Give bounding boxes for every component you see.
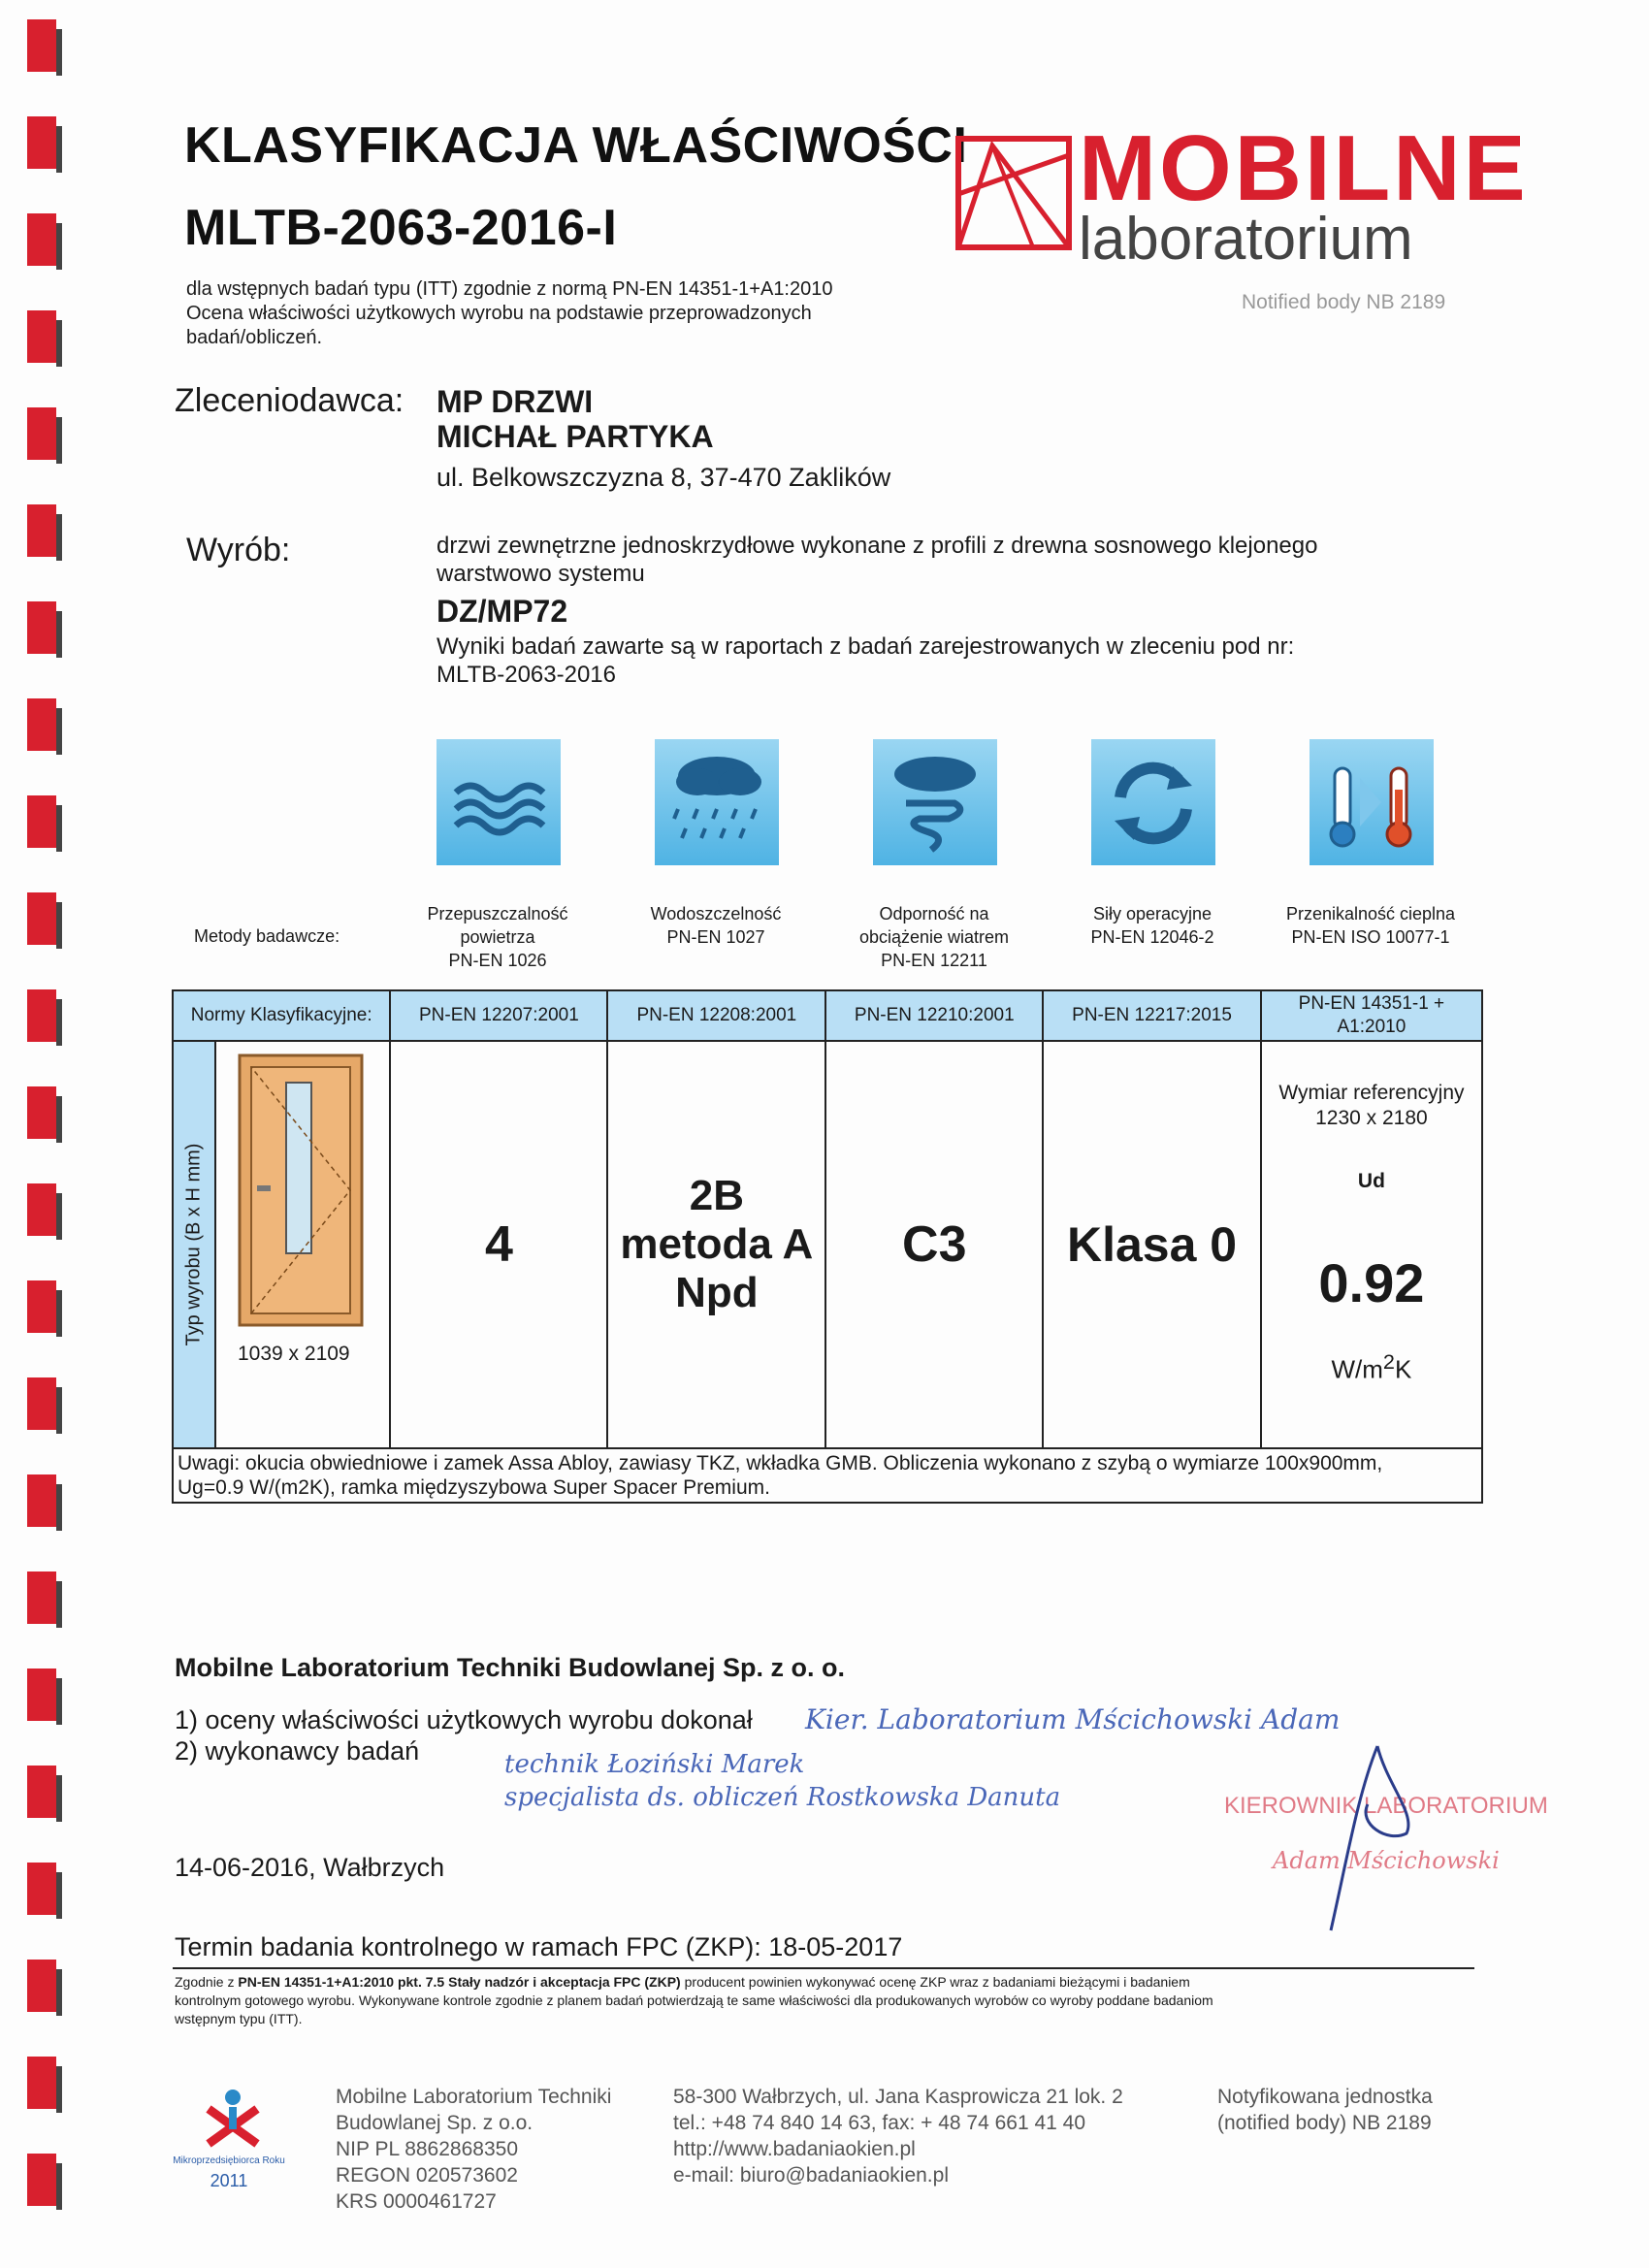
method-caption-line: PN-EN ISO 10077-1 [1291,927,1450,947]
method-caption [1046,902,1259,949]
results-row [173,1041,1482,1448]
client-address: ul. Belkowszczyzna 8, 37-470 Zaklików [436,463,891,492]
method-caption-line: Wodoszczelność [650,904,782,923]
fpc-note-pre: Zgodnie z [175,1974,239,1990]
method-caption [1264,902,1477,949]
door-drawing-icon [238,1053,364,1327]
norm-cell: PN-EN 12210:2001 [825,990,1043,1041]
method-caption-line: PN-EN 1026 [448,951,547,970]
binding-tab [27,1766,62,1831]
ud-unit [1262,1349,1481,1385]
product-description-2: warstwowo systemu [436,561,645,587]
classification-table [172,989,1483,1504]
door-drawing-area [216,1042,389,1447]
water-class-cell [607,1041,825,1448]
thermal-cell [1261,1041,1482,1448]
fpc-divider [173,1967,1474,1969]
thermometer-icon [1310,739,1434,865]
method-caption-line: PN-EN 1027 [666,927,765,947]
wind-class-value: C3 [902,1216,967,1273]
norms-label: Normy Klasyfikacyjne: [173,990,390,1041]
fpc-note-line-3: wstępnym typu (ITT). [175,2011,303,2026]
method-caption-line: PN-EN 12046-2 [1090,927,1214,947]
force-class-value: Klasa 0 [1066,1217,1238,1272]
binding-tab [27,989,62,1055]
logo-text-mobilne: MOBILNE [1079,116,1529,220]
door-type-cell [173,1041,390,1448]
client-name-2: MICHAŁ PARTYKA [436,419,714,454]
wind-class-cell [825,1041,1043,1448]
fpc-note-line-2: kontrolnym gotowego wyrobu. Wykonywane kontrole zgodnie z planem badań potwierdzają te same właściwości dla produkowanych wyrobów co wyroby poddane badaniom [175,1993,1213,2008]
norm-cell: PN-EN 12207:2001 [390,990,607,1041]
client-label: Zleceniodawca: [175,382,404,419]
footer-line: KRS 0000461727 [336,2190,497,2213]
method-caption [391,902,604,972]
binding-tab [27,1669,62,1734]
results-text-1: Wyniki badań zawarte są w raportach z badań zarejestrowanych w zleceniu pod nr: [436,633,1295,660]
norm-cell: PN-EN 12208:2001 [607,990,825,1041]
page-title: KLASYFIKACJA WŁAŚCIWOŚCI [184,117,968,174]
method-caption-line: Siły operacyjne [1092,904,1212,923]
norm-cell: PN-EN 12217:2015 [1043,990,1261,1041]
signature-specialist: specjalista ds. obliczeń Rostkowska Danuta [504,1783,1061,1812]
logo-text-laboratorium: laboratorium [1079,206,1413,273]
binding-tab [27,213,62,279]
signature-line-2: 2) wykonawcy badań [175,1736,420,1766]
method-caption [827,902,1041,972]
award-logo-icon [199,2086,267,2154]
fpc-note-bold: PN-EN 14351-1+A1:2010 pkt. 7.5 Stały nadzór i akceptacja FPC (ZKP) [238,1974,681,1990]
award-caption: Mikroprzedsiębiorca Roku [173,2155,285,2166]
methods-label: Metody badawcze: [194,926,340,946]
footer-notified [1217,2084,1433,2136]
force-class-cell [1043,1041,1261,1448]
footer-line: NIP PL 8862868350 [336,2138,518,2160]
ud-value: 0.92 [1318,1252,1425,1313]
binding-tab [27,795,62,861]
type-label-strip [174,1042,216,1447]
footer-line: 58-300 Wałbrzych, ul. Jana Kasprowicza 21 lok. 2 [673,2086,1123,2108]
stamp-name: Adam Mścichowski [1273,1847,1500,1874]
remarks-cell [173,1448,1482,1503]
type-label: Typ wyrobu (B x H mm) [182,1143,205,1346]
method-caption-line: Odporność na [879,904,989,923]
product-label: Wyrób: [186,532,291,568]
client-name-1: MP DRZWI [436,384,594,419]
binding-tab [27,1960,62,2025]
product-description-1: drzwi zewnętrzne jednoskrzydłowe wykonane z profili z drewna sosnowego klejonego [436,533,1318,559]
water-method: metoda A [620,1220,814,1268]
results-text-2: MLTB-2063-2016 [436,662,616,688]
reference-size: 1230 x 2180 [1315,1107,1428,1129]
binding-tab [27,19,62,85]
norm5-line-2: A1:2010 [1337,1017,1406,1037]
footer-line: Mobilne Laboratorium Techniki [336,2086,612,2108]
logo-mark-icon [955,136,1072,250]
binding-tab [27,1571,62,1637]
footer-line: REGON 020573602 [336,2164,518,2187]
fpc-note-rest: producent powinien wykonywać ocenę ZKP wraz z badaniami bieżącymi i badaniem [680,1974,1190,1990]
intro-text-2: Ocena właściwości użytkowych wyrobu na podstawie przeprowadzonych [186,303,812,324]
reference-size-label: Wymiar referencyjny [1278,1082,1465,1104]
remarks-line-1: Uwagi: okucia obwiedniowe i zamek Assa Abloy, zawiasy TKZ, wkładka GMB. Obliczenia wykonano z szybą o wymiarze 100x900mm, [178,1452,1383,1474]
rain-icon [655,739,779,865]
air-class-cell [390,1041,607,1448]
norm5-line-1: PN-EN 14351-1 + [1298,993,1445,1014]
ud-unit-sup: 2 [1382,1349,1395,1374]
air-icon [436,739,561,865]
water-class-value: 2B [689,1172,744,1219]
stamp-title: KIEROWNIK LABORATORIUM [1224,1793,1548,1819]
intro-text-1: dla wstępnych badań typu (ITT) zgodnie z normą PN-EN 14351-1+A1:2010 [186,278,833,300]
signature-head: Kier. Laboratorium Mścichowski Adam [805,1703,1341,1735]
footer-line: e-mail: biuro@badaniaokien.pl [673,2164,949,2187]
binding-tab [27,1474,62,1540]
method-caption-line: Przenikalność cieplna [1285,904,1456,923]
ud-label: Ud [1357,1170,1385,1192]
footer-line: (notified body) NB 2189 [1217,2112,1432,2134]
footer-line: Notyfikowana jednostka [1217,2086,1433,2108]
footer-line: Budowlanej Sp. z o.o. [336,2112,534,2134]
norms-row [173,990,1482,1041]
document-number: MLTB-2063-2016-I [184,200,618,256]
binding-tab [27,310,62,376]
remarks-line-2: Ug=0.9 W/(m2K), ramka międzyszybowa Super Spacer Premium. [178,1476,770,1499]
method-caption-line: obciążenie wiatrem [858,927,1010,947]
binding-tab [27,2057,62,2122]
method-caption-line: Przepuszczalność [427,904,568,923]
notified-body: Notified body NB 2189 [1242,291,1446,313]
award-year: 2011 [210,2171,248,2190]
door-size: 1039 x 2109 [238,1343,350,1365]
company-name: Mobilne Laboratorium Techniki Budowlanej Sp. z o. o. [175,1653,846,1682]
wind-storm-icon [873,739,997,865]
binding-tab [27,2154,62,2219]
binding-tab [27,116,62,182]
fpc-note [175,1973,1474,2028]
footer-company [336,2084,611,2215]
binding-tab [27,1280,62,1346]
binding-tab [27,1377,62,1443]
binding-tab [27,1863,62,1928]
signature-technician: technik Łoziński Marek [504,1750,805,1779]
binding-tab [27,504,62,570]
binding-tab [27,1086,62,1152]
binding-tab [27,601,62,667]
footer-contact [673,2084,1123,2188]
method-caption-line: PN-EN 12211 [881,951,987,970]
binding-tab [27,1183,62,1249]
air-class-value: 4 [484,1216,513,1273]
remarks-row [173,1448,1482,1503]
intro-text-3: badań/obliczeń. [186,327,323,348]
method-caption [609,902,823,949]
product-system: DZ/MP72 [436,594,568,629]
method-caption-line: powietrza [460,927,535,947]
ud-unit-end: K [1394,1354,1412,1384]
footer-line: tel.: +48 74 840 14 63, fax: + 48 74 661 41 40 [673,2112,1086,2134]
ud-unit-text: W/m [1331,1354,1383,1384]
binding-tab [27,698,62,764]
handwritten-signature-icon [1319,1736,1436,1940]
signature-line-1: 1) oceny właściwości użytkowych wyrobu dokonał [175,1705,753,1734]
binding-tab [27,892,62,958]
issue-date: 14-06-2016, Wałbrzych [175,1853,445,1882]
fpc-term: Termin badania kontrolnego w ramach FPC (ZKP): 18-05-2017 [175,1932,903,1961]
footer-line: http://www.badaniaokien.pl [673,2138,916,2160]
cycle-arrows-icon [1091,739,1215,865]
water-npd: Npd [675,1269,759,1316]
norm-cell-ud [1261,990,1482,1041]
binding-tab [27,407,62,473]
